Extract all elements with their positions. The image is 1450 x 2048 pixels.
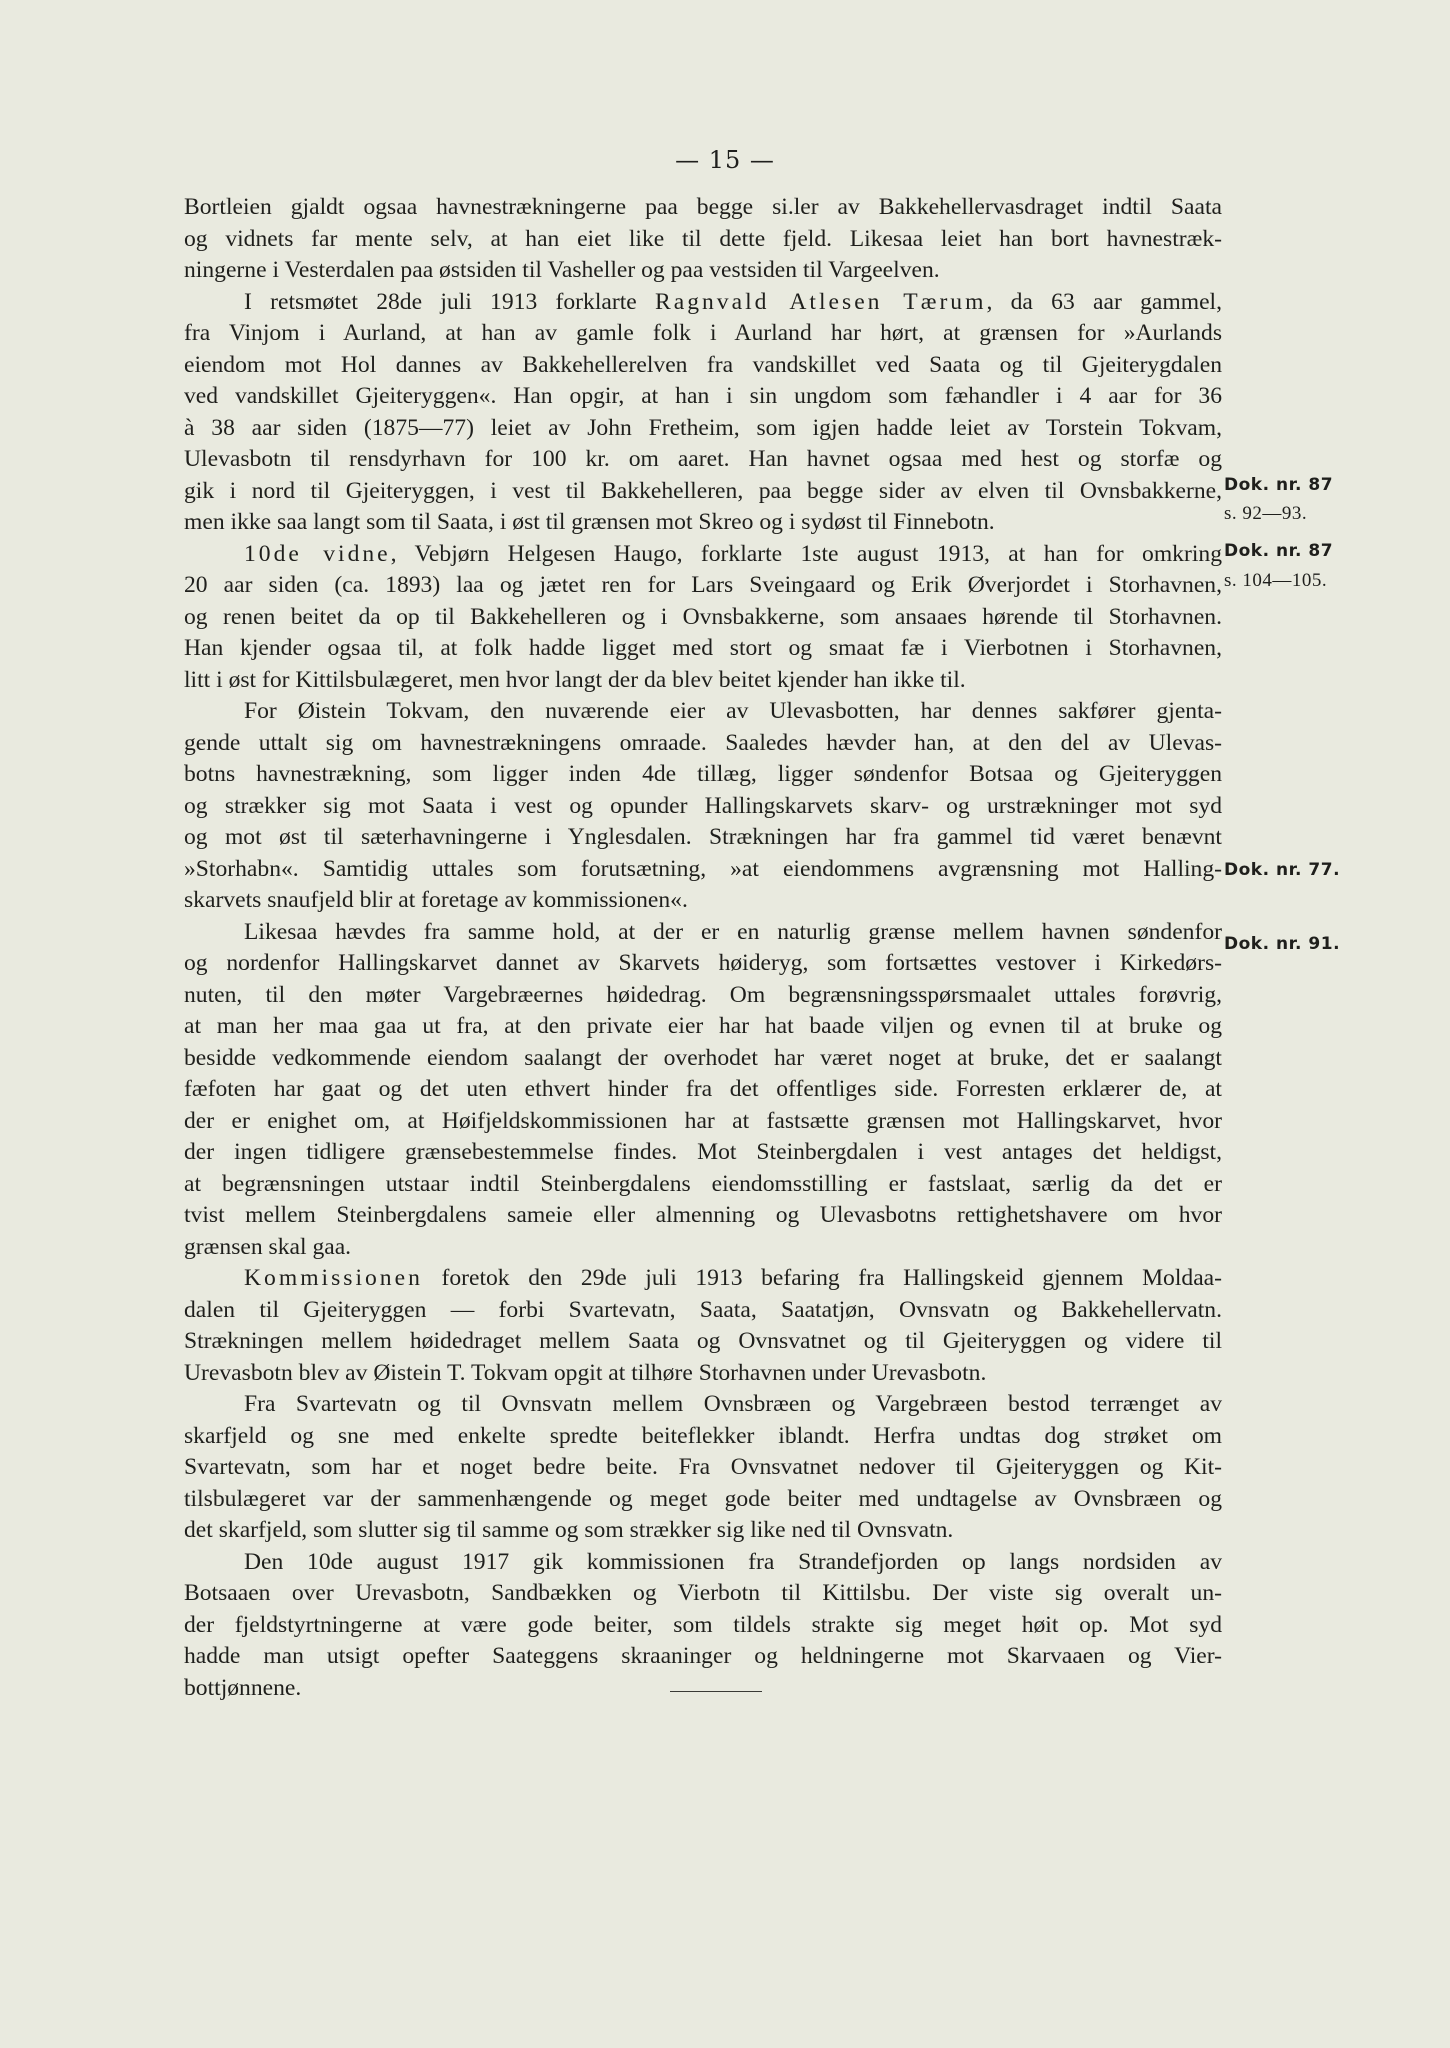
margin-note-doc-77: Dok. nr. 77. (1224, 860, 1341, 880)
text-line: og nordenfor Hallingskarvet dannet av Skarvets høideryg, som fortsættes vestover i Kirkedørs- (184, 950, 1222, 976)
text-line: det skarfjeld, som slutter sig til samme og som strækker sig like ned til Ovnsvatn. (184, 1517, 954, 1543)
text-line: der fjeldstyrtningerne at være gode beiter, som tildels strakte sig meget høit op. Mot syd (184, 1611, 1222, 1638)
text-line: dalen til Gjeiteryggen — forbi Svartevatn, Saata, Saatatjøn, Ovnsvatn og Bakkehellervatn. (184, 1296, 1222, 1323)
text-line: eiendom mot Hol dannes av Bakkehellerelven fra vandskillet ved Saata og til Gjeiterygdalen (184, 351, 1222, 378)
margin-note-doc-87: Dok. nr. 87 (1224, 475, 1334, 495)
margin-note-doc-91: Dok. nr. 91. (1224, 934, 1341, 954)
margin-note-pages-second: s. 104—105. (1224, 570, 1328, 591)
text-line: litt i øst for Kittilsbulægeret, men hvor langt der da blev beitet kjender han ikke til. (184, 666, 966, 693)
text-line: Den 10de august 1917 gik kommissionen fra Strandefjorden op langs nordsiden av (244, 1548, 1222, 1575)
text-line: hadde man utsigt opefter Saateggens skraaninger og heldningerne mot Skarvaaen og Vier- (184, 1643, 1222, 1669)
text-line: skarfjeld og sne med enkelte spredte beiteflekker iblandt. Herfra undtas dog strøket om (184, 1422, 1222, 1449)
text-line: à 38 aar siden (1875—77) leiet av John Fretheim, som igjen hadde leiet av Torstein Tokvam, (184, 414, 1222, 441)
spaced-name: Kommissionen (244, 1265, 423, 1291)
text-line: Likesaa hævdes fra samme hold, at der er en naturlig grænse mellem havnen søndenfor (244, 918, 1222, 945)
text-line: Strækningen mellem høidedraget mellem Saata og Ovnsvatnet og til Gjeiteryggen og videre til (184, 1328, 1222, 1354)
spaced-name: 10de vidne (244, 540, 391, 567)
text-line: og renen beitet da op til Bakkehelleren og i Ovnsbakkerne, som ansaaes hørende til Storhavnen. (184, 603, 1222, 630)
text-line: gik i nord til Gjeiteryggen, i vest til Bakkehelleren, paa begge sider av elven til Ovnsbakkerne, (184, 477, 1222, 504)
text-line: Fra Svartevatn og til Ovnsvatn mellem Ovnsbræen og Vargebræen bestod terrænget av (244, 1391, 1222, 1417)
text-line: og mot øst til sæterhavningerne i Ynglesdalen. Strækningen har fra gammel tid været benævnt (184, 824, 1222, 850)
page-number: — 15 — (675, 146, 775, 174)
text-line: tvist mellem Steinbergdalens sameie eller almenning og Ulevasbotns rettighetshavere om hvor (184, 1202, 1222, 1228)
text-line: Botsaaen over Urevasbotn, Sandbækken og Vierbotn til Kittilsbu. Der viste sig overalt un- (184, 1580, 1222, 1606)
text-line: fra Vinjom i Aurland, at han av gamle folk i Aurland har hørt, at grænsen for »Aurlands (184, 320, 1222, 346)
text-line: 20 aar siden (ca. 1893) laa og jætet ren for Lars Sveingaard og Erik Øverjordet i Storhavnen, (184, 572, 1222, 598)
body-text (184, 192, 1222, 1704)
text-line: I retsmøtet 28de juli 1913 forklarte Ragnvald Atlesen Tærum, da 63 aar gammel, (244, 288, 1223, 315)
margin-note-pages: s. 92—93. (1224, 503, 1308, 524)
text-line: der er enighet om, at Høifjeldskommissionen har at fastsætte grænsen mot Hallingskarvet, hvor (184, 1107, 1222, 1134)
text-line: Ulevasbotn til rensdyrhavn for 100 kr. om aaret. Han havnet ogsaa med hest og storfæ og (184, 446, 1222, 472)
text-line: botns havnestrækning, som ligger inden 4de tillæg, ligger søndenfor Botsaa og Gjeiteryggen (184, 761, 1222, 787)
text-line: fæfoten har gaat og det uten ethvert hinder fra det offentliges side. Forresten erklærer de, at (184, 1076, 1222, 1102)
end-rule (670, 1691, 762, 1692)
text-line: bottjønnene. (184, 1674, 302, 1701)
text-line: »Storhabn«. Samtidig uttales som forutsætning, »at eiendommens avgrænsning mot Halling- (184, 855, 1222, 882)
text-line: men ikke saa langt som til Saata, i øst til grænsen mot Skreo og i sydøst til Finnebotn. (184, 509, 995, 535)
text-line: tilsbulægeret var der sammenhængende og meget gode beiter med undtagelse av Ovnsbræen og (184, 1485, 1222, 1512)
text-line: Kommissionen foretok den 29de juli 1913 befaring fra Hallingskeid gjennem Moldaa- (244, 1265, 1222, 1291)
text-line: ningerne i Vesterdalen paa østsiden til Vasheller og paa vestsiden til Vargeelven. (184, 257, 940, 283)
text-line: der ingen tidligere grænsebestemmelse findes. Mot Steinbergdalen i vest antages det heldigst, (184, 1139, 1222, 1165)
text-line: Svartevatn, som har et noget bedre beite. Fra Ovnsvatnet nedover til Gjeiteryggen og Kit- (184, 1454, 1222, 1480)
text-line: gende uttalt sig om havnestrækningens omraade. Saaledes hævder han, at den del av Ulevas- (184, 729, 1222, 756)
text-line: nuten, til den møter Vargebræernes høidedrag. Om begrænsningsspørsmaalet uttales forøvrig, (184, 981, 1222, 1008)
text-line: at begrænsningen utstaar indtil Steinbergdalens eiendomsstilling er fastslaat, særlig da det er (184, 1170, 1222, 1197)
spaced-name: Ragnvald Atlesen Tærum (655, 288, 987, 315)
text-line: besidde vedkommende eiendom saalangt der overhodet har været noget at bruke, det er saalangt (184, 1044, 1222, 1071)
text-line: 10de vidne, Vebjørn Helgesen Haugo, forklarte 1ste august 1913, at han for omkring (244, 540, 1222, 567)
text-line: For Øistein Tokvam, den nuværende eier av Ulevasbotten, har dennes sakfører gjenta- (244, 698, 1222, 724)
text-line: Bortleien gjaldt ogsaa havnestrækningerne paa begge si.ler av Bakkehellervasdraget indtil Saata (184, 194, 1222, 220)
text-line: og vidnets far mente selv, at han eiet like til dette fjeld. Likesaa leiet han bort havnestræk- (184, 225, 1222, 252)
text-line: Han kjender ogsaa til, at folk hadde ligget med stort og smaat fæ i Vierbotnen i Storhavnen, (184, 635, 1222, 661)
text-line: at man her maa gaa ut fra, at den private eier har hat baade viljen og evnen til at bruke og (184, 1013, 1222, 1039)
text-line: ved vandskillet Gjeiteryggen«. Han opgir, at han i sin ungdom som fæhandler i 4 aar for 36 (184, 383, 1222, 409)
margin-note-doc-87-second: Dok. nr. 87 (1224, 541, 1334, 561)
text-line: og strækker sig mot Saata i vest og opunder Hallingskarvets skarv- og urstrækninger mot syd (184, 792, 1222, 819)
text-line: skarvets snaufjeld blir at foretage av kommissionen«. (184, 887, 688, 913)
text-line: grænsen skal gaa. (184, 1233, 352, 1260)
text-line: Urevasbotn blev av Øistein T. Tokvam opgit at tilhøre Storhavnen under Urevasbotn. (184, 1359, 987, 1386)
